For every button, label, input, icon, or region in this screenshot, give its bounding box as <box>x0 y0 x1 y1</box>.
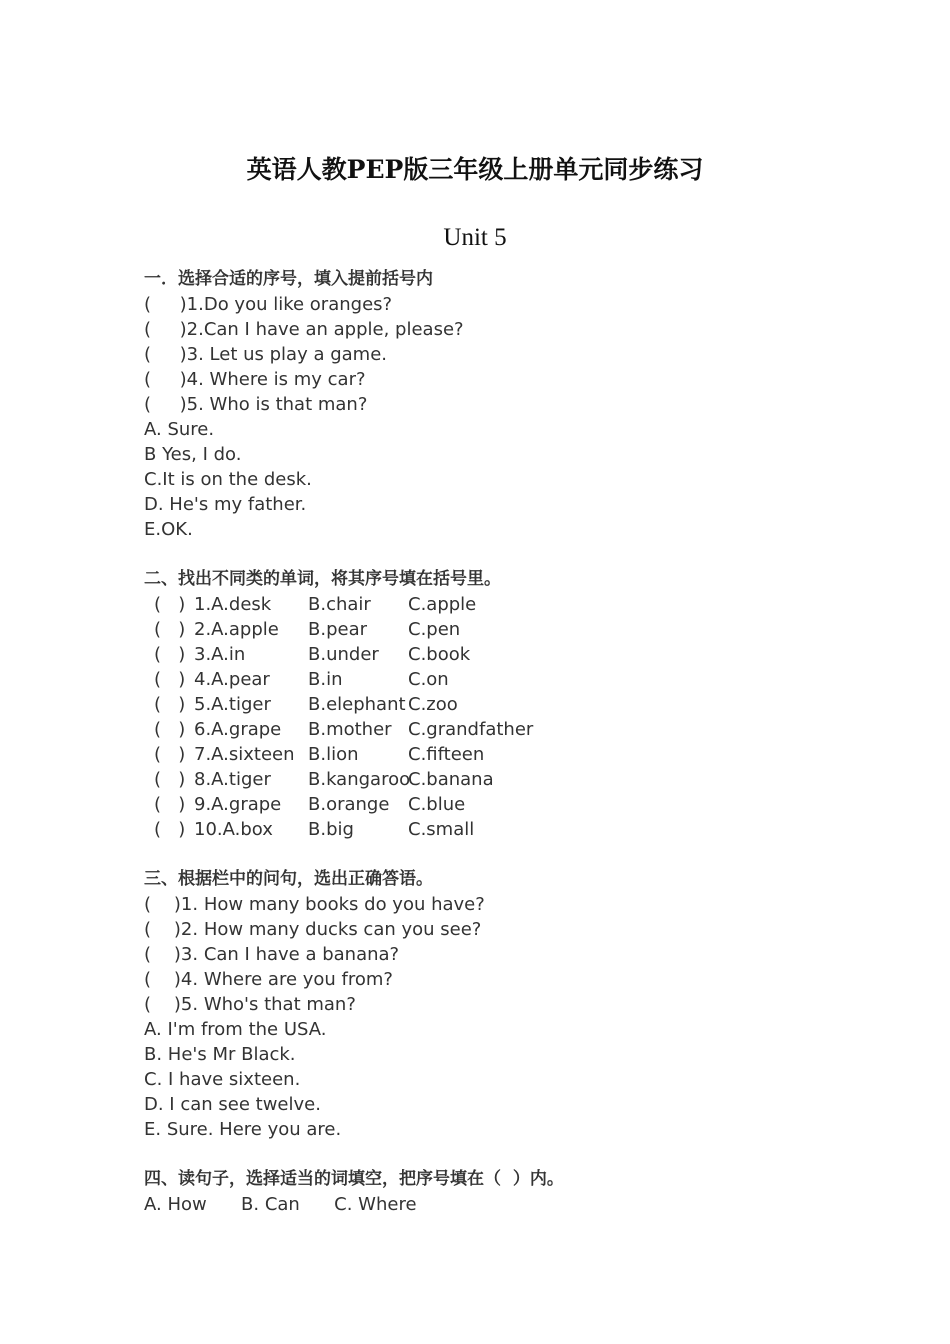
section1-heading: 一．选择合适的序号，填入提前括号内 <box>144 269 433 289</box>
option-c: C.grandfather <box>408 719 534 740</box>
question-item: ( )3. Can I have a banana? <box>144 944 400 965</box>
option-c: C.blue <box>408 794 466 815</box>
question-item: ( )4. Where is my car? <box>144 369 366 390</box>
spacer <box>144 542 904 567</box>
option-a: 4.A.pear <box>194 669 270 690</box>
question-item: ( )1.Do you like oranges? <box>144 294 393 315</box>
answer-option: A. Sure. <box>144 419 215 440</box>
option-a: 3.A.in <box>194 644 246 665</box>
answer-option: C. I have sixteen. <box>144 1069 301 1090</box>
option-b: B.lion <box>308 744 359 765</box>
option-a: 7.A.sixteen <box>194 744 295 765</box>
word-row <box>144 617 904 642</box>
option-c: C.apple <box>408 594 477 615</box>
answer-option: E.OK. <box>144 519 193 540</box>
option-b: B.big <box>308 819 354 840</box>
word-row <box>144 767 904 792</box>
option-b: B.chair <box>308 594 371 615</box>
option-b: B.pear <box>308 619 368 640</box>
spacer <box>144 1142 904 1167</box>
option-b: B.under <box>308 644 379 665</box>
option-c: C.banana <box>408 769 494 790</box>
answer-paren: ( ) <box>154 769 186 790</box>
option-a: 9.A.grape <box>194 794 282 815</box>
answer-option: D. I can see twelve. <box>144 1094 321 1115</box>
option-c: C.small <box>408 819 475 840</box>
option-c: C.fifteen <box>408 744 485 765</box>
word-row <box>144 817 904 842</box>
worksheet-body <box>144 267 904 1217</box>
question-item: ( )3. Let us play a game. <box>144 344 387 365</box>
answer-option: D. He's my father. <box>144 494 307 515</box>
option-a: 8.A.tiger <box>194 769 271 790</box>
word-row <box>144 592 904 617</box>
answer-paren: ( ) <box>154 644 186 665</box>
section4-heading: 四、读句子，选择适当的词填空，把序号填在（ ）内。 <box>144 1169 564 1189</box>
answer-option: B. He's Mr Black. <box>144 1044 296 1065</box>
word-row <box>144 692 904 717</box>
option-a: 2.A.apple <box>194 619 279 640</box>
word-row <box>144 667 904 692</box>
option-b: B.mother <box>308 719 392 740</box>
answer-paren: ( ) <box>154 744 186 765</box>
option-b: B.in <box>308 669 343 690</box>
question-item: ( )5. Who's that man? <box>144 994 356 1015</box>
option-a: 5.A.tiger <box>194 694 271 715</box>
answer-option: B Yes, I do. <box>144 444 242 465</box>
option-c: C.on <box>408 669 449 690</box>
answer-paren: ( ) <box>154 594 186 615</box>
answer-paren: ( ) <box>154 694 186 715</box>
option-a: 1.A.desk <box>194 594 272 615</box>
option-a: 10.A.box <box>194 819 273 840</box>
unit-heading: Unit 5 <box>443 224 507 251</box>
word-row <box>144 642 904 667</box>
answer-paren: ( ) <box>154 819 186 840</box>
question-item: ( )2. How many ducks can you see? <box>144 919 482 940</box>
answer-paren: ( ) <box>154 719 186 740</box>
question-item: ( )1. How many books do you have? <box>144 894 485 915</box>
answer-option: E. Sure. Here you are. <box>144 1119 342 1140</box>
section2-heading: 二、找出不同类的单词，将其序号填在括号里。 <box>144 569 501 589</box>
option-b: B.elephant <box>308 694 406 715</box>
page-title: 英语人教PEP版三年级上册单元同步练习 <box>246 155 704 184</box>
question-item: ( )2.Can I have an apple, please? <box>144 319 464 340</box>
spacer <box>144 842 904 867</box>
word-row <box>144 717 904 742</box>
answer-option: C.It is on the desk. <box>144 469 312 490</box>
question-item: ( )4. Where are you from? <box>144 969 393 990</box>
option-c: C.pen <box>408 619 461 640</box>
option-a: 6.A.grape <box>194 719 282 740</box>
answer-paren: ( ) <box>154 619 186 640</box>
word-row <box>144 792 904 817</box>
word-options: A. How B. Can C. Where <box>144 1194 417 1215</box>
section3-heading: 三、根据栏中的问句，选出正确答语。 <box>144 869 433 889</box>
answer-paren: ( ) <box>154 794 186 815</box>
word-row <box>144 742 904 767</box>
option-b: B.kangaroo <box>308 769 411 790</box>
option-b: B.orange <box>308 794 390 815</box>
option-c: C.book <box>408 644 471 665</box>
answer-option: A. I'm from the USA. <box>144 1019 327 1040</box>
option-c: C.zoo <box>408 694 458 715</box>
question-item: ( )5. Who is that man? <box>144 394 368 415</box>
answer-paren: ( ) <box>154 669 186 690</box>
